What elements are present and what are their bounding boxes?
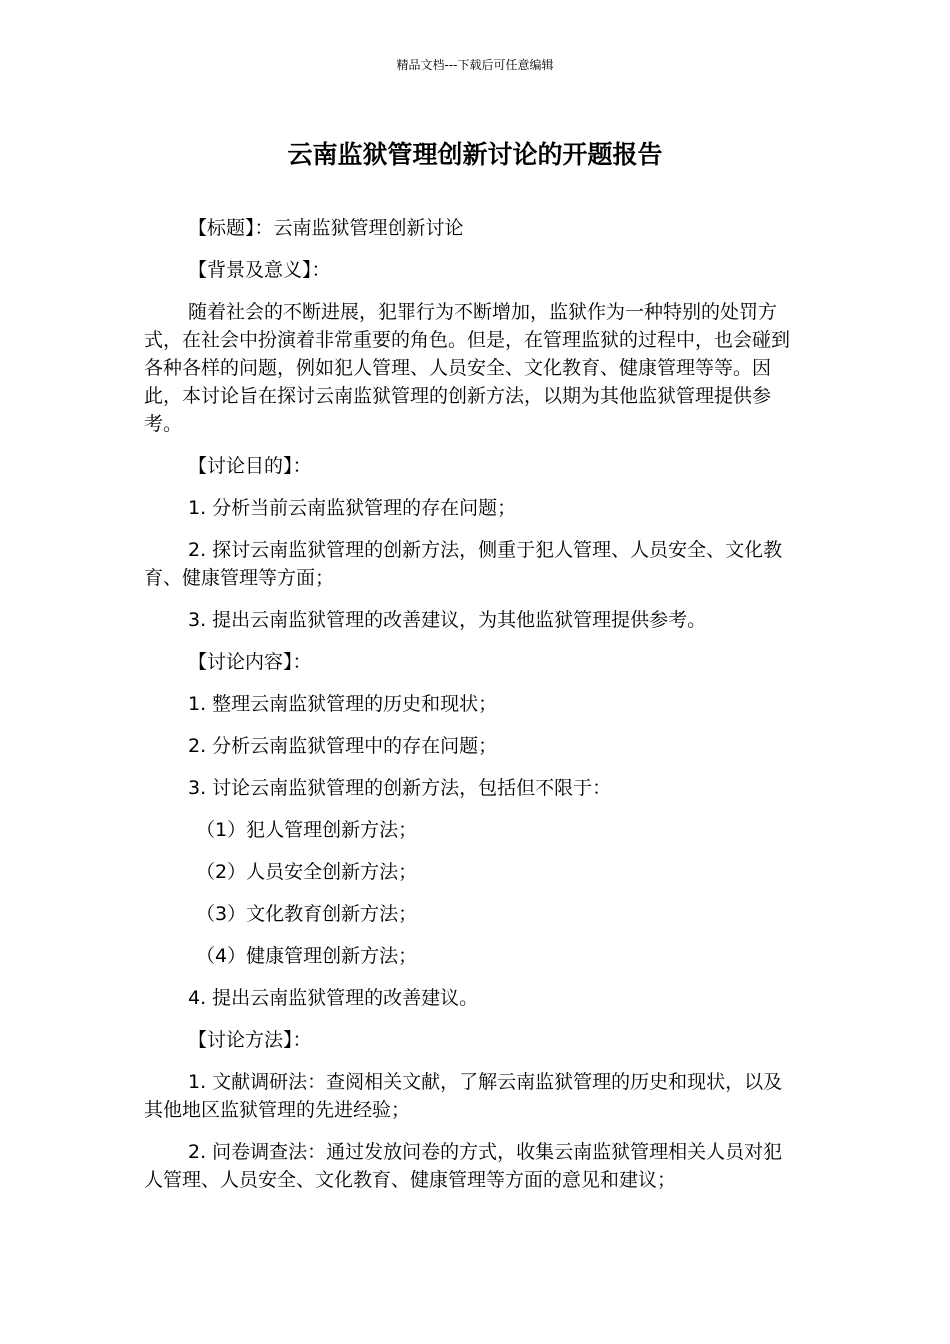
purpose-item-1: 1. 分析当前云南监狱管理的存在问题；	[188, 497, 517, 519]
content-item-3: 3. 讨论云南监狱管理的创新方法，包括但不限于：	[188, 777, 612, 799]
document-body	[144, 214, 800, 1208]
content-subitem-4: （4）健康管理创新方法；	[196, 945, 418, 967]
heading-background: 【背景及意义】：	[188, 259, 331, 281]
purpose-item-3: 3. 提出云南监狱管理的改善建议，为其他监狱管理提供参考。	[188, 609, 707, 631]
content-item-1: 1. 整理云南监狱管理的历史和现状；	[188, 693, 498, 715]
method-item-1: 1. 文献调研法：查阅相关文献，了解云南监狱管理的历史和现状，以及其他地区监狱管理的先进经验；	[144, 1071, 783, 1121]
document-title: 云南监狱管理创新讨论的开题报告	[287, 140, 663, 169]
page-header: 精品文档---下载后可任意编辑	[396, 58, 554, 72]
paragraph-title-field: 【标题】：云南监狱管理创新讨论	[188, 217, 464, 239]
content-item-4: 4. 提出云南监狱管理的改善建议。	[188, 987, 479, 1009]
content-item-2: 2. 分析云南监狱管理中的存在问题；	[188, 735, 498, 757]
content-subitem-3: （3）文化教育创新方法；	[196, 903, 418, 925]
method-item-2: 2. 问卷调查法：通过发放问卷的方式，收集云南监狱管理相关人员对犯人管理、人员安全、文化教育、健康管理等方面的意见和建议；	[144, 1141, 783, 1191]
heading-purpose: 【讨论目的】：	[188, 455, 312, 477]
paragraph-background: 随着社会的不断进展，犯罪行为不断增加，监狱作为一种特别的处罚方式，在社会中扮演着非常重要的角色。但是，在管理监狱的过程中，也会碰到各种各样的问题，例如犯人管理、人员安全、文化教育、健康管理等等。因此，本讨论旨在探讨云南监狱管理的创新方法，以期为其他监狱管理提供参考。	[144, 301, 791, 435]
heading-content: 【讨论内容】：	[188, 651, 312, 673]
content-subitem-2: （2）人员安全创新方法；	[196, 861, 418, 883]
purpose-item-2: 2. 探讨云南监狱管理的创新方法，侧重于犯人管理、人员安全、文化教育、健康管理等方面；	[144, 539, 783, 589]
heading-methods: 【讨论方法】：	[188, 1029, 312, 1051]
content-subitem-1: （1）犯人管理创新方法；	[196, 819, 418, 841]
